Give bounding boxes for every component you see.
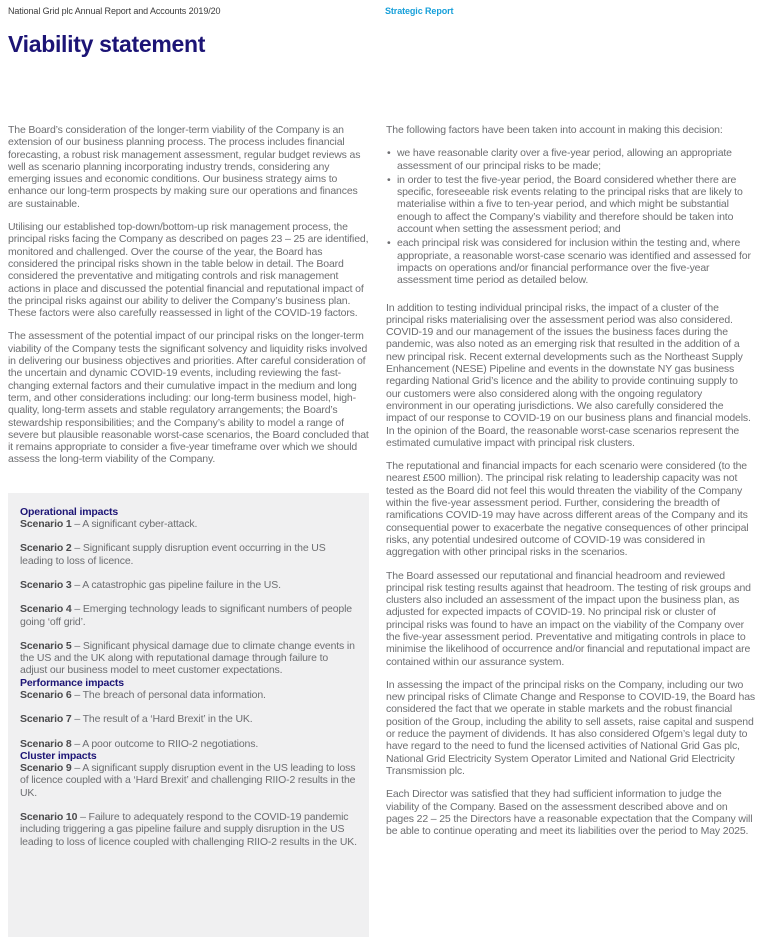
left-column: [8, 124, 369, 937]
scenario-text: – A catastrophic gas pipeline failure in the US.: [74, 578, 281, 591]
scenario-box: [8, 493, 369, 937]
scenario-label: Scenario 3: [20, 578, 72, 591]
scenario-group-heading: Cluster impacts: [20, 749, 97, 762]
scenario-text: – Significant supply disruption event occurring in the US leading to loss of licence.: [20, 542, 326, 567]
factors-list: [386, 147, 755, 286]
scenario-item: [20, 603, 357, 628]
scenario-text: – The breach of personal data information.: [74, 688, 266, 701]
scenario-label: Scenario 4: [20, 603, 72, 616]
scenario-text: – Failure to adequately respond to the COVID-19 pandemic including triggering a gas pipeline failure and supply disruption in the US leading to loss of licence coupled with challenging RIIO-2 results in the UK.: [20, 811, 357, 848]
scenario-item: [20, 518, 357, 530]
scenario-item: [20, 579, 357, 591]
scenario-group-heading: Operational impacts: [20, 505, 119, 518]
scenario-label: Scenario 9: [20, 762, 72, 775]
report-title: National Grid plc Annual Report and Accounts 2019/20: [8, 6, 221, 16]
body-paragraph: In addition to testing individual principal risks, the impact of a cluster of the principal risks materialising over the assessment period was also considered. COVID-19 and our management of the issues the business faces during the pandemic, was also noted as an emerging risk that resulted in the addition of a new principal risk. Recent external developments such as the Northeast Supply Enhancement (NESE) Pipeline and events in the downstate NY gas business regarding National Grid’s licence and the ability to provide continuing supply to our customers were also considered along with the ongoing regulatory environment in our operating jurisdictions. We also carefully considered the impact of our response to COVID-19 on our business plans and financial models. In the opinion of the Board, the reasonable worst-case scenarios represent the estimated cumulative impact with principal risk clusters.: [386, 301, 751, 449]
body-paragraph: The Board’s consideration of the longer-term viability of the Company is an extension of our business planning process. The process includes financial forecasting, a robust risk management assessment, regular budget reviews as well as scenario planning incorporating industry trends, considering any emerging issues and economic conditions. Our business strategy aims to enhance our long-term prospects by making sure our operations and finances are sustainable.: [8, 124, 361, 210]
scenario-item: [20, 542, 357, 567]
scenario-label: Scenario 5: [20, 639, 72, 652]
body-paragraph: The reputational and financial impacts for each scenario were considered (to the nearest £500 million). The principal risk relating to leadership capacity was not tested as the Board did not feel this would threaten the viability of the Company within the five-year assessment period. Further, considering the breadth of ramifications COVID-19 may have across different areas of the Company and its consequential power to exacerbate the negative consequences of other principal risks, any potential undesired outcome of COVID-19 was considered in aggregation with other principal risks in the scenarios.: [386, 460, 749, 559]
scenario-item: [20, 689, 357, 701]
scenario-group-heading: Performance impacts: [20, 676, 124, 689]
scenario-group-cluster: [20, 750, 357, 848]
factors-intro: The following factors have been taken into account in making this decision:: [386, 124, 723, 136]
page-title: Viability statement: [8, 31, 206, 57]
scenario-item: [20, 738, 357, 750]
scenario-label: Scenario 8: [20, 737, 72, 750]
scenario-item: [20, 640, 357, 677]
body-paragraph: In assessing the impact of the principal risks on the Company, including our two new principal risks of Climate Change and Response to COVID-19, the Board has considered the fact that we operate in stable markets and the robust financial position of the Group, including the ability to sell assets, raise capital and suspend or reduce the payment of dividends. It has also considered Ofgem’s legal duty to have regard to the need to fund the licensed activities of National Grid Gas plc, National Grid Electricity System Operator Limited and National Grid Electricity Transmission plc.: [386, 678, 755, 777]
section-label: Strategic Report: [385, 6, 454, 16]
scenario-text: – Significant physical damage due to climate change events in the US and the UK along with reputational damage through failure to adjust our business model to meet customer expectations.: [20, 639, 355, 677]
scenario-item: [20, 762, 357, 799]
scenario-text: – A poor outcome to RIIO-2 negotiations.: [74, 737, 259, 750]
scenario-group-operational: [20, 506, 357, 677]
factor-item: • in order to test the five-year period, the Board considered whether there are specific, foreseeable risk events relating to the principal risks that are likely to materialise within a five to ten-year period, and which might be substantial enough to affect the Company’s viability and therefore should be taken into account when setting the assessment period; and: [386, 174, 755, 235]
body-paragraph: The assessment of the potential impact of our principal risks on the longer-term viability of the Company tests the significant solvency and liquidity risks involved in delivering our business objectives and priorities. After careful consideration of the uncertain and dynamic COVID-19 events, including reviewing the fast-changing external factors and their cumulative impact in the medium and long term, and other considerations including: our long-term business model, high-quality, long-term assets and stable regulatory arrangements; the Board’s stewardship responsibilities; and the Company’s ability to model a range of severe but plausible reasonable worst-case scenarios, the Board concluded that it remains appropriate to consider a five-year timeframe over which we should assess the long-term viability of the Company.: [8, 330, 369, 466]
right-column: [386, 124, 755, 937]
scenario-item: [20, 811, 357, 848]
factor-item: • we have reasonable clarity over a five-year period, allowing an appropriate assessment of our principal risks to be made;: [386, 147, 755, 172]
scenario-label: Scenario 2: [20, 542, 72, 555]
scenario-text: – The result of a ‘Hard Brexit’ in the UK.: [74, 713, 253, 726]
scenario-label: Scenario 1: [20, 518, 72, 531]
scenario-text: – Emerging technology leads to significant numbers of people going ‘off grid’.: [20, 603, 352, 628]
body-paragraph: Utilising our established top-down/bottom-up risk management process, the principal risks facing the Company as described on pages 23 – 25 are identified, monitored and challenged. Over the course of the year, the Board has considered the principal risks shown in the table below in detail. The Board considered the preventative and mitigating controls and risk management actions in place and discussed the potential financial and reputational impact of the principal risks against our ability to deliver the Company’s business plan. These factors were also carefully reassessed in light of the COVID-19 factors.: [8, 221, 369, 320]
body-paragraph: The Board assessed our reputational and financial headroom and reviewed principal risk testing results against that headroom. The testing of risk groups and clusters also included an assessment of the impact upon the business plan, as adjusted for expected impacts of COVID-19. No principal risk or cluster of principal risks was found to have an impact on the viability of the Company over the five-year assessment period. Preventative and mitigating controls in place to minimise the likelihood of occurrence and/or financial and reputational impact are contained within our assurance system.: [386, 569, 751, 668]
scenario-group-performance: [20, 677, 357, 750]
scenario-text: – A significant cyber-attack.: [74, 518, 198, 531]
scenario-label: Scenario 10: [20, 811, 78, 824]
page-header: [0, 0, 763, 17]
factor-item: • each principal risk was considered for inclusion within the testing and, where appropriate, a reasonable worst-case scenario was identified and assessed for impacts on operations and/or financial performance over the five-year assessment time period as detailed below.: [386, 237, 755, 286]
scenario-item: [20, 713, 357, 725]
scenario-text: – A significant supply disruption event in the US leading to loss of licence coupled with a ‘Hard Brexit’ and challenging RIIO-2 results in the UK.: [20, 762, 356, 799]
body-columns: [0, 124, 763, 937]
body-paragraph: Each Director was satisfied that they had sufficient information to judge the viability of the Company. Based on the assessment described above and on pages 22 – 25 the Directors have a reasonable expectation that the Company will be able to continue operating and meet its liabilities over the period to May 2025.: [386, 788, 753, 838]
scenario-label: Scenario 6: [20, 688, 72, 701]
scenario-label: Scenario 7: [20, 713, 72, 726]
